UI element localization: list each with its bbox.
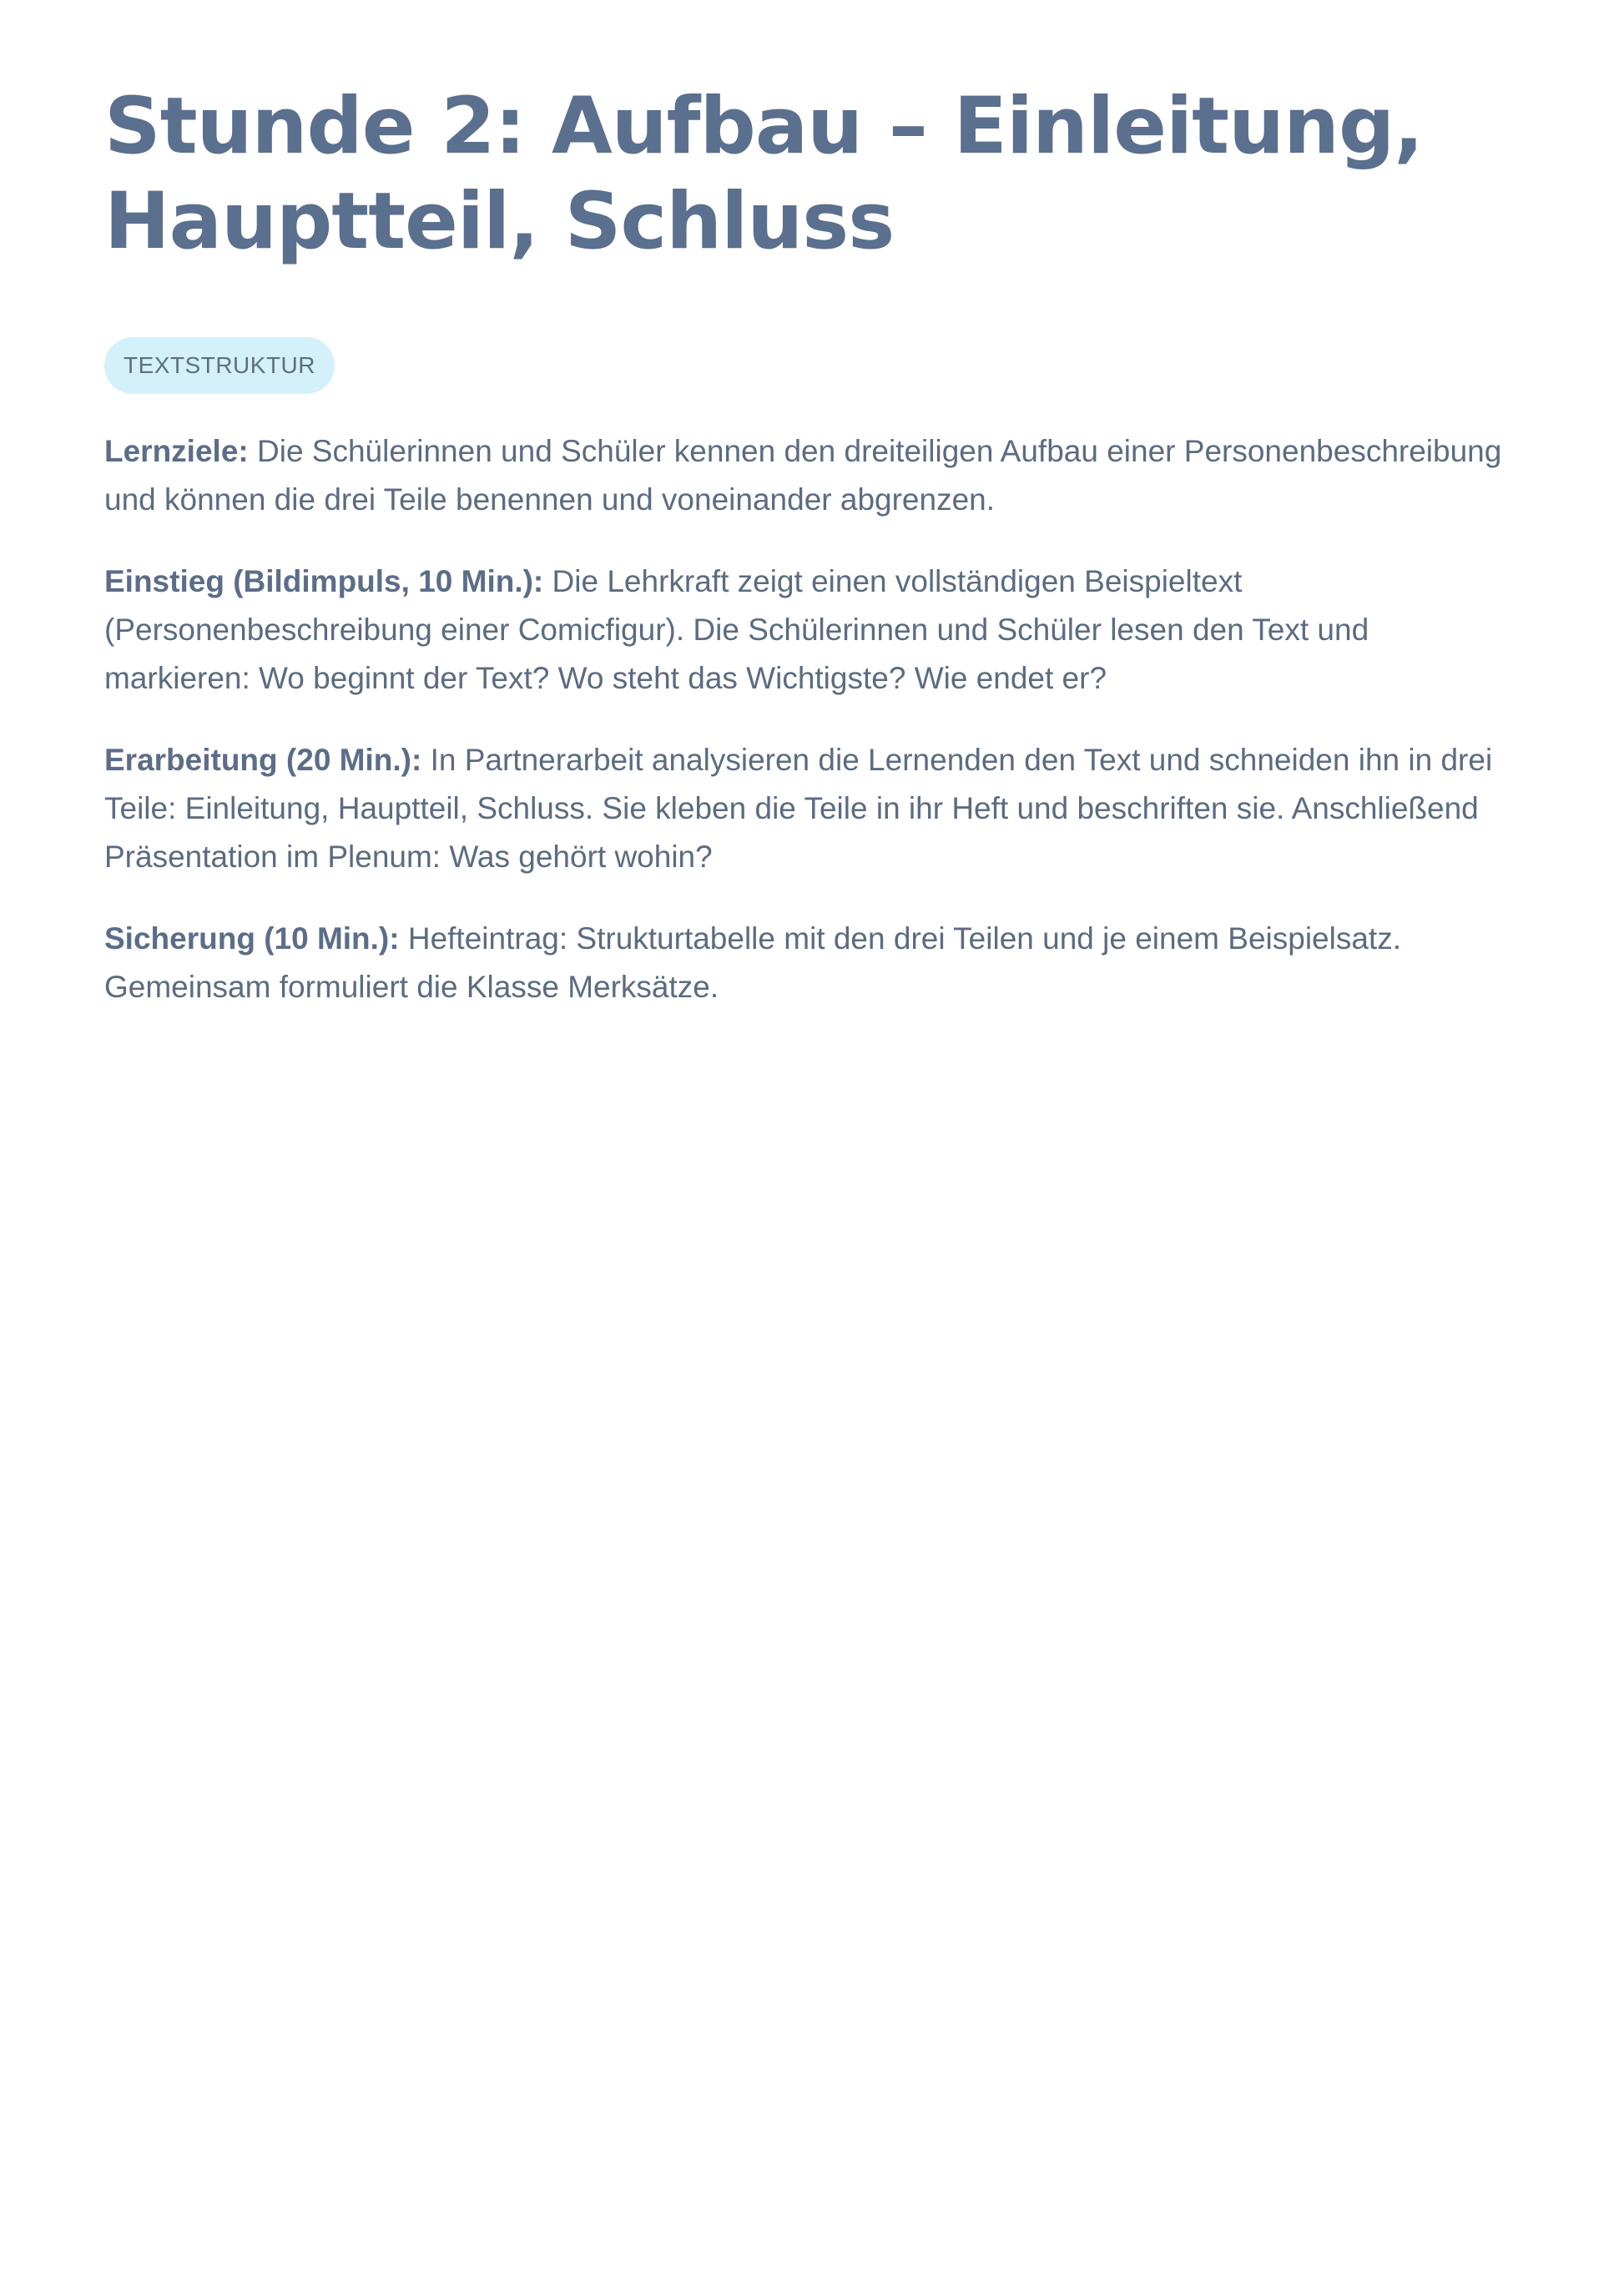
- topic-badge: TEXTSTRUKTUR: [104, 337, 335, 394]
- section-label: Sicherung (10 Min.):: [104, 921, 400, 956]
- section-text: Die Lehrkraft zeigt einen vollständigen Beispieltext (Personenbeschreibung einer Comicfigur). Die Schülerinnen und Schüler lesen den Text und markieren: Wo beginnt der Text? Wo steht das Wichtigste? Wie endet er?: [104, 564, 1369, 695]
- section-label: Lernziele:: [104, 434, 249, 468]
- section-label: Einstieg (Bildimpuls, 10 Min.):: [104, 564, 544, 598]
- section-text: In Partnerarbeit analysieren die Lernenden den Text und schneiden ihn in drei Teile: Einleitung, Hauptteil, Schluss. Sie kleben die Teile in ihr Heft und beschriften sie. Anschließend Präsentation im Plenum: Was gehört wohin?: [104, 743, 1493, 874]
- section-label: Erarbeitung (20 Min.):: [104, 743, 422, 777]
- section-einstieg: [104, 557, 1523, 703]
- section-text: Hefteintrag: Strukturtabelle mit den drei Teilen und je einem Beispielsatz. Gemeinsam formuliert die Klasse Merksätze.: [104, 921, 1401, 1004]
- page-title: Stunde 2: Aufbau – Einleitung, Hauptteil, Schluss: [104, 81, 1423, 267]
- section-erarbeitung: [104, 736, 1523, 881]
- lesson-page: [104, 79, 1523, 1011]
- section-sicherung: [104, 915, 1523, 1011]
- section-lernziele: [104, 427, 1523, 524]
- section-text: Die Schülerinnen und Schüler kennen den dreiteiligen Aufbau einer Personenbeschreibung und können die drei Teile benennen und voneinander abgrenzen.: [104, 434, 1502, 517]
